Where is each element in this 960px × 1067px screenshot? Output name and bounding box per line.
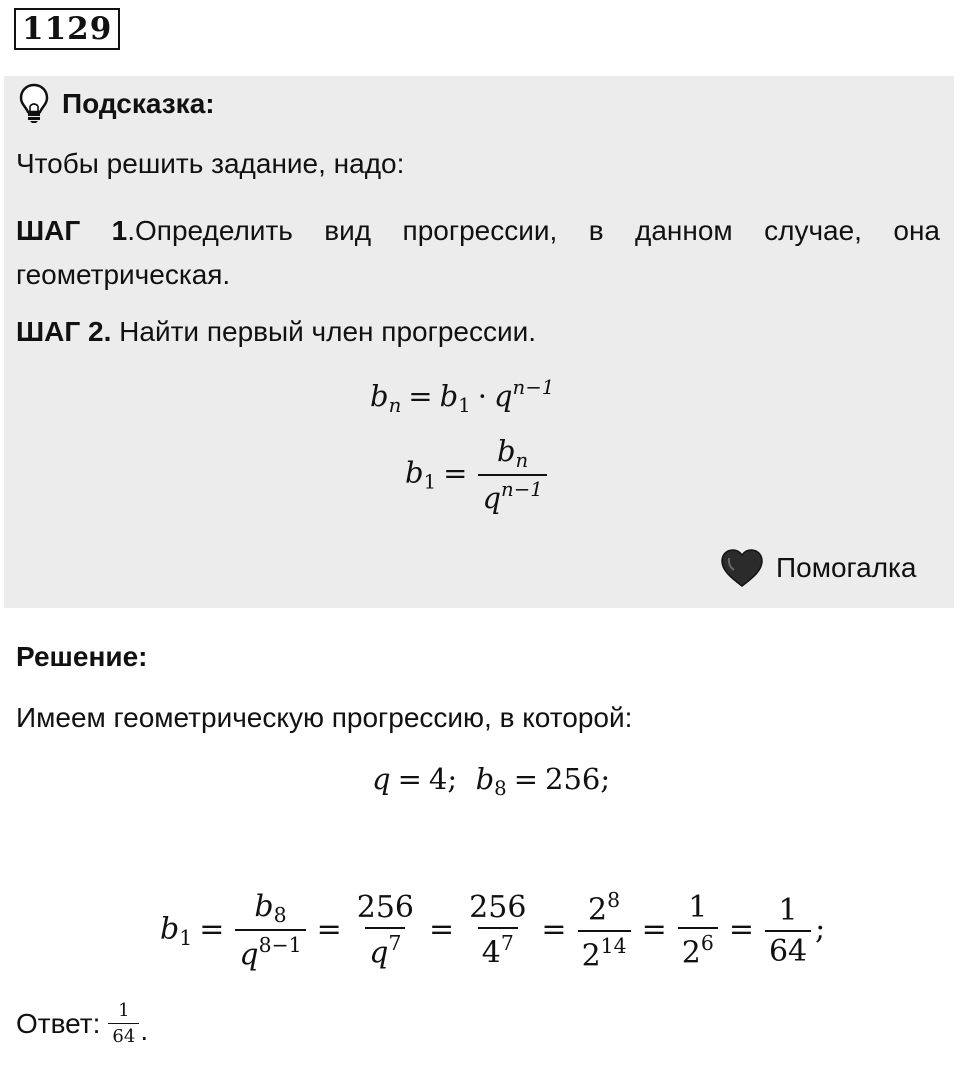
fraction-step-6: $\frac{1}{64}$ (765, 893, 811, 969)
fraction-step-2: $\frac{256}{q^7}$ (356, 890, 415, 971)
hint-step-2 (16, 316, 536, 348)
formula-general-term: $b_n = b_1 \cdot q^{n-1}$ (370, 376, 555, 418)
hint-step-1 (16, 209, 940, 297)
heart-icon (720, 548, 764, 593)
step-2-text: Найти первый член прогрессии. (111, 316, 537, 347)
step-1-text: .Определить вид прогрессии, в данном случае, она геометрическая. (16, 215, 940, 290)
hint-title: Подсказка: (62, 88, 215, 119)
formula-first-term: $b_1$ = $\frac{b_n}{q^{n-1}}$ (405, 434, 551, 515)
fraction-step-1: $\frac{b_8}{q^{8-1}}$ (235, 889, 305, 973)
fraction-step-5: $\frac{1}{2^6}$ (678, 890, 718, 971)
fraction: $\frac{b_n}{q^{n-1}}$ (478, 434, 546, 515)
brand-name: Помогалка (776, 552, 917, 583)
answer-label: Ответ: (16, 1007, 101, 1039)
answer-line: Ответ: $\frac{1}{64}$ . (16, 1000, 149, 1047)
fraction-step-4: $\frac{2^8}{2^{14}}$ (578, 888, 631, 973)
hint-intro: Чтобы решить задание, надо: (16, 148, 405, 179)
fraction-step-3: $\frac{256}{4^7}$ (469, 890, 527, 971)
step-1-label: ШАГ 1 (16, 215, 128, 246)
solution-title: Решение: (16, 641, 148, 672)
calculation-chain: $b_1$ = $\frac{b_8}{q^{8-1}}$ = $\frac{256}{q^7}$ = $\frac{256}{4^7}$ = $\frac{2^8}{2^{14}}$ = $\frac{1}{2^6}$ = $\frac{1}{64}$ ; (160, 888, 826, 974)
given-values: q = 4; $b_8 = 256$; (372, 762, 611, 800)
task-number: 1129 (14, 8, 120, 50)
solution-intro: Имеем геометрическую прогрессию, в которой: (16, 702, 633, 733)
answer-fraction: $\frac{1}{64}$ (108, 1000, 139, 1047)
step-2-label: ШАГ 2. (16, 316, 112, 347)
lightbulb-icon (18, 82, 50, 129)
